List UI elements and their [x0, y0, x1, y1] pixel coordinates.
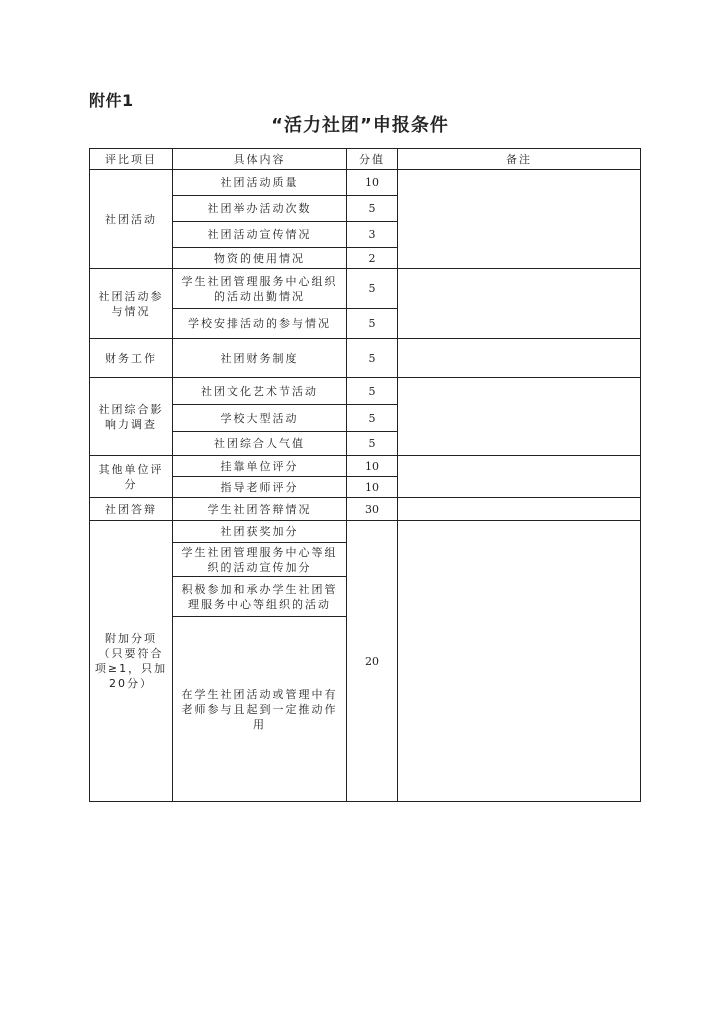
table-row	[90, 456, 641, 477]
category-defense: 社团答辩	[90, 498, 173, 521]
header-remark: 备注	[398, 149, 641, 170]
content-cell: 学生社团管理服务中心等组织的活动宣传加分	[173, 543, 347, 577]
content-cell: 社团文化艺术节活动	[173, 378, 347, 405]
category-activities: 社团活动	[90, 170, 173, 269]
score-cell: 30	[347, 498, 398, 521]
remark-cell	[398, 170, 641, 269]
content-cell: 积极参加和承办学生社团管理服务中心等组织的活动	[173, 577, 347, 617]
score-cell: 5	[347, 309, 398, 339]
category-bonus: 附加分项（只要符合项≥1，只加20分）	[90, 521, 173, 802]
header-category: 评比项目	[90, 149, 173, 170]
category-finance: 财务工作	[90, 339, 173, 378]
content-cell: 社团举办活动次数	[173, 196, 347, 222]
remark-cell	[398, 498, 641, 521]
content-cell: 学生社团管理服务中心组织的活动出勤情况	[173, 269, 347, 309]
content-cell: 指导老师评分	[173, 477, 347, 498]
score-cell: 10	[347, 456, 398, 477]
category-influence: 社团综合影响力调查	[90, 378, 173, 456]
content-cell: 物资的使用情况	[173, 248, 347, 269]
score-cell: 5	[347, 378, 398, 405]
content-cell: 社团财务制度	[173, 339, 347, 378]
score-cell: 20	[347, 521, 398, 802]
remark-cell	[398, 521, 641, 802]
content-cell: 学校安排活动的参与情况	[173, 309, 347, 339]
header-score: 分值	[347, 149, 398, 170]
content-cell: 学生社团答辩情况	[173, 498, 347, 521]
remark-cell	[398, 378, 641, 456]
remark-cell	[398, 339, 641, 378]
document-title: “活力社团”申报条件	[271, 115, 449, 136]
score-cell: 5	[347, 196, 398, 222]
content-cell: 社团活动质量	[173, 170, 347, 196]
content-cell: 社团获奖加分	[173, 521, 347, 543]
conditions-table	[89, 148, 641, 802]
category-participation: 社团活动参与情况	[90, 269, 173, 339]
score-cell: 5	[347, 269, 398, 309]
content-cell: 在学生社团活动或管理中有老师参与且起到一定推动作用	[173, 617, 347, 802]
score-cell: 5	[347, 405, 398, 432]
score-cell: 2	[347, 248, 398, 269]
table-row	[90, 170, 641, 196]
attachment-label: 附件1	[89, 91, 134, 110]
table-row	[90, 498, 641, 521]
table-row	[90, 339, 641, 378]
score-cell: 5	[347, 339, 398, 378]
score-cell: 3	[347, 222, 398, 248]
table-row	[90, 521, 641, 543]
content-cell: 挂靠单位评分	[173, 456, 347, 477]
header-content: 具体内容	[173, 149, 347, 170]
table-header-row	[90, 149, 641, 170]
score-cell: 10	[347, 170, 398, 196]
content-cell: 社团综合人气值	[173, 432, 347, 456]
remark-cell	[398, 456, 641, 498]
table-row	[90, 378, 641, 405]
table-row	[90, 269, 641, 309]
content-cell: 社团活动宣传情况	[173, 222, 347, 248]
content-cell: 学校大型活动	[173, 405, 347, 432]
remark-cell	[398, 269, 641, 339]
score-cell: 10	[347, 477, 398, 498]
category-other-units: 其他单位评分	[90, 456, 173, 498]
score-cell: 5	[347, 432, 398, 456]
